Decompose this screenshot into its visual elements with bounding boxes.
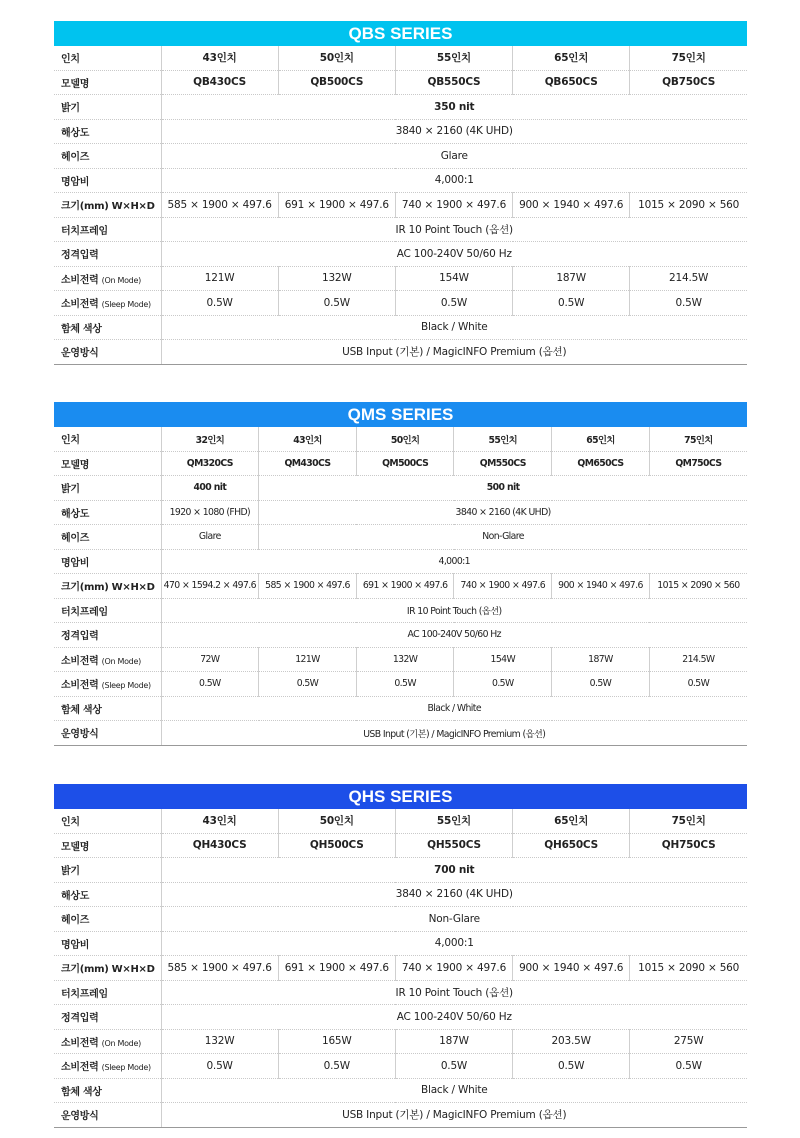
spec-cell: 0.5W (356, 672, 454, 697)
spec-row (54, 242, 747, 267)
spec-cell: Black / White (161, 315, 747, 340)
spec-cell: QH550CS (395, 833, 512, 858)
row-label-text: 함체 색상 (61, 704, 102, 716)
spec-cell: 75인치 (649, 427, 747, 451)
spec-cell: IR 10 Point Touch (옵션) (161, 980, 747, 1005)
row-label (54, 168, 161, 193)
spec-cell: Non-Glare (259, 525, 747, 550)
spec-row (54, 549, 747, 574)
spec-row (54, 266, 747, 291)
row-label-text: 함체 색상 (61, 323, 102, 335)
spec-cell: 55인치 (395, 46, 512, 70)
row-label (54, 1005, 161, 1030)
row-label (54, 340, 161, 365)
row-label-text: 해상도 (61, 127, 90, 139)
spec-row (54, 427, 747, 451)
spec-row (54, 119, 747, 144)
row-label (54, 858, 161, 883)
spec-cell: QB430CS (161, 70, 278, 95)
spec-row (54, 809, 747, 833)
spec-row (54, 217, 747, 242)
spec-cell: 187W (513, 266, 630, 291)
row-label (54, 980, 161, 1005)
spec-row (54, 193, 747, 218)
row-label-sub: (On Mode) (101, 275, 141, 285)
row-label (54, 549, 161, 574)
row-label (54, 144, 161, 169)
spec-row (54, 623, 747, 648)
row-label-text: 소비전력 (61, 274, 99, 286)
row-label-text: 소비전력 (61, 299, 99, 311)
row-label (54, 1054, 161, 1079)
row-label-text: 해상도 (61, 508, 90, 520)
qhs-series-section (54, 784, 747, 1128)
spec-cell: 132W (278, 266, 395, 291)
spec-row (54, 451, 747, 476)
spec-row (54, 476, 747, 501)
spec-row (54, 525, 747, 550)
spec-cell: USB Input (기본) / MagicINFO Premium (옵션) (161, 340, 747, 365)
spec-row (54, 46, 747, 70)
row-label-text: 크기(mm) W×H×D (61, 201, 155, 213)
spec-cell: 691 × 1900 × 497.6 (278, 956, 395, 981)
spec-row (54, 980, 747, 1005)
row-label-text: 명암비 (61, 939, 90, 951)
qhs-spec-table (54, 809, 747, 1128)
row-label (54, 242, 161, 267)
spec-cell: 700 nit (161, 858, 747, 883)
spec-cell: Black / White (161, 1078, 747, 1103)
spec-cell: 121W (259, 647, 357, 672)
spec-cell: 121W (161, 266, 278, 291)
spec-cell: USB Input (기본) / MagicINFO Premium (옵션) (161, 1103, 747, 1128)
spec-cell: IR 10 Point Touch (옵션) (161, 598, 747, 623)
row-label-text: 소비전력 (61, 680, 99, 692)
spec-cell: 0.5W (454, 672, 552, 697)
spec-row (54, 1103, 747, 1128)
row-label-text: 해상도 (61, 890, 90, 902)
spec-cell: 0.5W (395, 1054, 512, 1079)
spec-cell: 72W (161, 647, 259, 672)
spec-cell: QM550CS (454, 451, 552, 476)
qms-series-section (54, 402, 747, 746)
spec-cell: 3840 × 2160 (4K UHD) (161, 882, 747, 907)
spec-cell: 214.5W (649, 647, 747, 672)
row-label (54, 1078, 161, 1103)
spec-cell: 1920 × 1080 (FHD) (161, 500, 259, 525)
spec-cell: 0.5W (161, 1054, 278, 1079)
spec-cell: Glare (161, 525, 259, 550)
row-label-sub: (On Mode) (101, 656, 141, 666)
row-label (54, 427, 161, 451)
spec-row (54, 1054, 747, 1079)
spec-cell: QH650CS (513, 833, 630, 858)
row-label (54, 598, 161, 623)
spec-cell: 1015 × 2090 × 560 (649, 574, 747, 599)
spec-cell: 187W (395, 1029, 512, 1054)
row-label (54, 696, 161, 721)
row-label-text: 운영방식 (61, 729, 99, 741)
spec-cell: 900 × 1940 × 497.6 (552, 574, 650, 599)
spec-cell: 55인치 (454, 427, 552, 451)
spec-cell: QB650CS (513, 70, 630, 95)
row-label-text: 터치프레임 (61, 988, 108, 1000)
spec-cell: 0.5W (161, 672, 259, 697)
spec-cell: QB550CS (395, 70, 512, 95)
spec-cell: 65인치 (552, 427, 650, 451)
spec-cell: 0.5W (649, 672, 747, 697)
spec-cell: 132W (161, 1029, 278, 1054)
row-label (54, 46, 161, 70)
row-label (54, 119, 161, 144)
spec-cell: 1015 × 2090 × 560 (630, 956, 747, 981)
spec-cell: Non-Glare (161, 907, 747, 932)
row-label-text: 운영방식 (61, 348, 99, 360)
row-label (54, 1029, 161, 1054)
spec-row (54, 1005, 747, 1030)
spec-cell: 500 nit (259, 476, 747, 501)
spec-cell: 900 × 1940 × 497.6 (513, 193, 630, 218)
spec-row (54, 144, 747, 169)
spec-cell: 740 × 1900 × 497.6 (454, 574, 552, 599)
spec-cell: 0.5W (259, 672, 357, 697)
spec-cell: Glare (161, 144, 747, 169)
row-label (54, 1103, 161, 1128)
spec-cell: 75인치 (630, 809, 747, 833)
spec-row (54, 315, 747, 340)
spec-cell: 4,000:1 (161, 931, 747, 956)
spec-cell: 3840 × 2160 (4K UHD) (161, 119, 747, 144)
row-label-text: 밝기 (61, 484, 80, 496)
spec-cell: 214.5W (630, 266, 747, 291)
qbs-spec-table (54, 46, 747, 365)
row-label-text: 모델명 (61, 459, 90, 471)
row-label-text: 크기(mm) W×H×D (61, 582, 155, 594)
spec-cell: 154W (395, 266, 512, 291)
row-label-text: 인치 (61, 435, 80, 447)
spec-row (54, 672, 747, 697)
row-label (54, 907, 161, 932)
row-label (54, 525, 161, 550)
row-label (54, 882, 161, 907)
spec-cell: 350 nit (161, 95, 747, 120)
row-label-text: 소비전력 (61, 1062, 99, 1074)
row-label-text: 헤이즈 (61, 152, 90, 164)
spec-cell: 0.5W (278, 291, 395, 316)
row-label (54, 833, 161, 858)
row-label-text: 밝기 (61, 866, 80, 878)
spec-cell: 132W (356, 647, 454, 672)
spec-cell: 585 × 1900 × 497.6 (259, 574, 357, 599)
spec-cell: 1015 × 2090 × 560 (630, 193, 747, 218)
spec-cell: 900 × 1940 × 497.6 (513, 956, 630, 981)
spec-row (54, 833, 747, 858)
spec-cell: 187W (552, 647, 650, 672)
spec-cell: 55인치 (395, 809, 512, 833)
spec-cell: 43인치 (161, 809, 278, 833)
row-label (54, 623, 161, 648)
row-label-text: 인치 (61, 54, 80, 66)
row-label (54, 672, 161, 697)
row-label-text: 헤이즈 (61, 533, 90, 545)
row-label (54, 956, 161, 981)
row-label-text: 헤이즈 (61, 915, 90, 927)
spec-cell: 0.5W (395, 291, 512, 316)
spec-row (54, 931, 747, 956)
spec-cell: QB750CS (630, 70, 747, 95)
spec-row (54, 500, 747, 525)
spec-cell: 50인치 (278, 46, 395, 70)
spec-cell: QB500CS (278, 70, 395, 95)
row-label-text: 명암비 (61, 176, 90, 188)
spec-cell: AC 100-240V 50/60 Hz (161, 242, 747, 267)
spec-row (54, 95, 747, 120)
spec-cell: 3840 × 2160 (4K UHD) (259, 500, 747, 525)
row-label-text: 터치프레임 (61, 606, 108, 618)
spec-row (54, 647, 747, 672)
row-label (54, 451, 161, 476)
spec-row (54, 1078, 747, 1103)
row-label-text: 정격입력 (61, 250, 99, 262)
spec-cell: 4,000:1 (161, 168, 747, 193)
row-label-text: 크기(mm) W×H×D (61, 964, 155, 976)
spec-row (54, 956, 747, 981)
row-label (54, 476, 161, 501)
spec-cell: 0.5W (513, 291, 630, 316)
qbs-series-title: QBS SERIES (54, 21, 747, 46)
spec-cell: 585 × 1900 × 497.6 (161, 193, 278, 218)
row-label (54, 809, 161, 833)
spec-row (54, 696, 747, 721)
spec-cell: 75인치 (630, 46, 747, 70)
row-label-text: 소비전력 (61, 655, 99, 667)
spec-row (54, 598, 747, 623)
spec-cell: QM430CS (259, 451, 357, 476)
row-label-text: 정격입력 (61, 1013, 99, 1025)
spec-cell: 0.5W (278, 1054, 395, 1079)
spec-row (54, 574, 747, 599)
spec-cell: QM750CS (649, 451, 747, 476)
spec-cell: AC 100-240V 50/60 Hz (161, 623, 747, 648)
row-label (54, 574, 161, 599)
spec-cell: 275W (630, 1029, 747, 1054)
row-label-text: 운영방식 (61, 1111, 99, 1123)
row-label-text: 모델명 (61, 841, 90, 853)
spec-cell: 154W (454, 647, 552, 672)
spec-cell: 0.5W (552, 672, 650, 697)
spec-cell: QM320CS (161, 451, 259, 476)
spec-cell: 65인치 (513, 46, 630, 70)
row-label-text: 터치프레임 (61, 225, 108, 237)
spec-cell: 691 × 1900 × 497.6 (278, 193, 395, 218)
spec-row (54, 721, 747, 746)
row-label (54, 266, 161, 291)
row-label (54, 70, 161, 95)
spec-cell: 0.5W (630, 1054, 747, 1079)
spec-row (54, 907, 747, 932)
spec-cell: 203.5W (513, 1029, 630, 1054)
spec-cell: 0.5W (630, 291, 747, 316)
spec-row (54, 1029, 747, 1054)
row-label (54, 315, 161, 340)
row-label (54, 500, 161, 525)
row-label-text: 인치 (61, 817, 80, 829)
spec-cell: 0.5W (513, 1054, 630, 1079)
spec-cell: 740 × 1900 × 497.6 (395, 956, 512, 981)
spec-row (54, 291, 747, 316)
spec-cell: 691 × 1900 × 497.6 (356, 574, 454, 599)
row-label-sub: (Sleep Mode) (101, 681, 151, 691)
row-label (54, 721, 161, 746)
row-label (54, 193, 161, 218)
spec-cell: AC 100-240V 50/60 Hz (161, 1005, 747, 1030)
spec-cell: 65인치 (513, 809, 630, 833)
qms-spec-table (54, 427, 747, 746)
row-label-sub: (Sleep Mode) (101, 300, 151, 310)
spec-cell: 165W (278, 1029, 395, 1054)
row-label-text: 정격입력 (61, 631, 99, 643)
row-label-text: 밝기 (61, 103, 80, 115)
spec-cell: IR 10 Point Touch (옵션) (161, 217, 747, 242)
qms-series-title: QMS SERIES (54, 402, 747, 427)
spec-cell: 585 × 1900 × 497.6 (161, 956, 278, 981)
row-label (54, 647, 161, 672)
row-label-text: 모델명 (61, 78, 90, 90)
row-label-sub: (On Mode) (101, 1038, 141, 1048)
spec-cell: USB Input (기본) / MagicINFO Premium (옵션) (161, 721, 747, 746)
row-label (54, 217, 161, 242)
row-label (54, 931, 161, 956)
spec-row (54, 70, 747, 95)
row-label (54, 95, 161, 120)
spec-cell: 50인치 (356, 427, 454, 451)
row-label-sub: (Sleep Mode) (101, 1063, 151, 1073)
row-label (54, 291, 161, 316)
spec-row (54, 340, 747, 365)
spec-cell: 32인치 (161, 427, 259, 451)
spec-cell: 0.5W (161, 291, 278, 316)
spec-cell: Black / White (161, 696, 747, 721)
spec-cell: 43인치 (259, 427, 357, 451)
spec-cell: 740 × 1900 × 497.6 (395, 193, 512, 218)
qhs-series-title: QHS SERIES (54, 784, 747, 809)
row-label-text: 함체 색상 (61, 1086, 102, 1098)
spec-row (54, 858, 747, 883)
row-label-text: 명암비 (61, 557, 90, 569)
spec-row (54, 168, 747, 193)
spec-cell: 43인치 (161, 46, 278, 70)
spec-cell: 50인치 (278, 809, 395, 833)
spec-cell: QM650CS (552, 451, 650, 476)
spec-cell: 400 nit (161, 476, 259, 501)
spec-cell: 470 × 1594.2 × 497.6 (161, 574, 259, 599)
qbs-series-section (54, 21, 747, 365)
spec-cell: 4,000:1 (161, 549, 747, 574)
spec-cell: QM500CS (356, 451, 454, 476)
spec-cell: QH500CS (278, 833, 395, 858)
spec-cell: QH430CS (161, 833, 278, 858)
spec-cell: QH750CS (630, 833, 747, 858)
spec-row (54, 882, 747, 907)
row-label-text: 소비전력 (61, 1037, 99, 1049)
